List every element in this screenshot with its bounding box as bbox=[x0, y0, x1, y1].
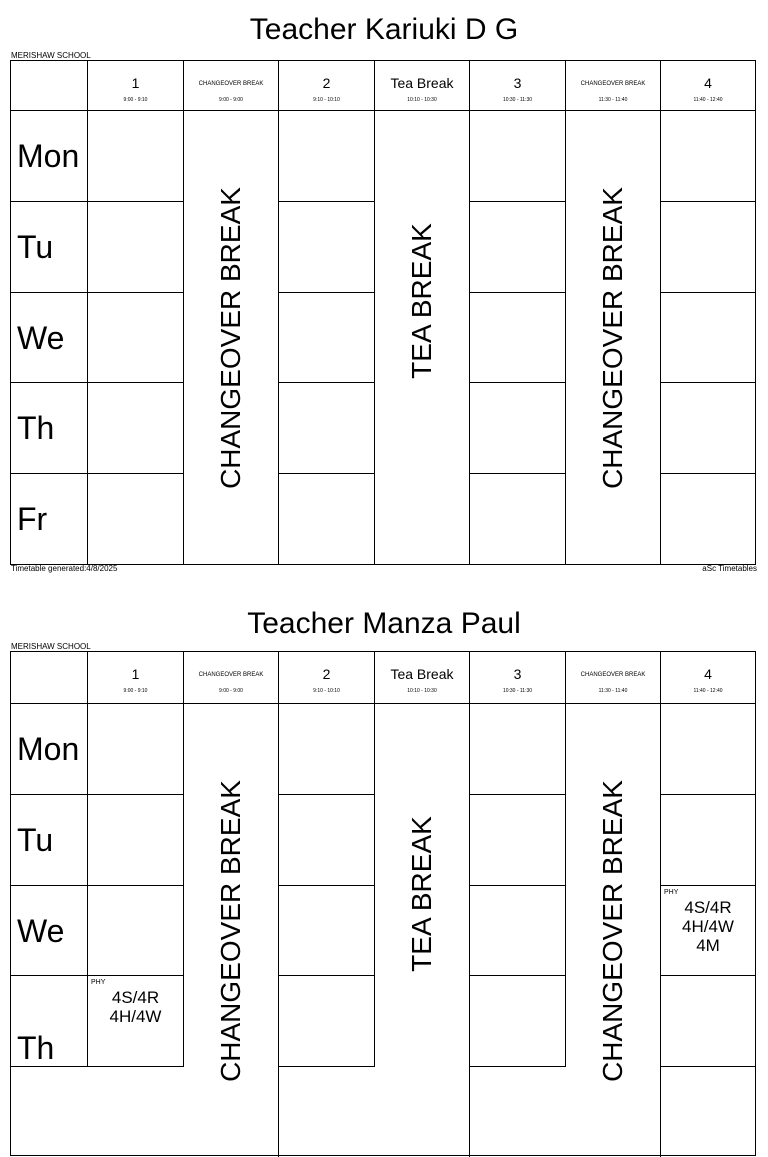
day-cell-fr bbox=[11, 474, 88, 564]
period-time: 11:30 - 11:40 bbox=[598, 97, 628, 103]
period-label: CHANGEOVER BREAK bbox=[580, 81, 646, 87]
period-time: 9:00 - 9:00 bbox=[219, 97, 243, 103]
day-label: Th bbox=[17, 1030, 55, 1066]
period-time: 11:30 - 11:40 bbox=[598, 688, 628, 694]
period-header-changeover-1 bbox=[184, 61, 279, 111]
period-header-1 bbox=[88, 652, 184, 704]
day-cell-tu bbox=[11, 795, 88, 886]
lesson-cell-th-1 bbox=[88, 976, 184, 1067]
lesson-cell bbox=[279, 383, 375, 474]
break-label: TEA BREAK bbox=[406, 223, 437, 380]
period-header-4 bbox=[661, 652, 755, 704]
day-label: We bbox=[17, 319, 65, 356]
period-number: 1 bbox=[131, 75, 140, 91]
break-label: CHANGEOVER BREAK bbox=[215, 186, 246, 489]
lesson-cell-we-4 bbox=[661, 886, 755, 976]
period-header-4 bbox=[661, 61, 755, 111]
period-header-tea-break bbox=[375, 652, 470, 704]
day-label: Mon bbox=[17, 731, 80, 767]
lesson-classes: 4S/4R 4H/4W 4M bbox=[682, 898, 734, 955]
lesson-cell bbox=[279, 202, 375, 293]
period-number: 3 bbox=[513, 666, 522, 682]
lesson-cell bbox=[661, 704, 755, 795]
lesson-cell bbox=[88, 293, 184, 383]
period-number: 4 bbox=[704, 666, 712, 682]
changeover-break-column bbox=[566, 111, 661, 564]
lesson-cell bbox=[88, 704, 184, 795]
lesson-subject: PHY bbox=[91, 979, 106, 986]
timetable-grid bbox=[10, 651, 756, 1156]
period-number: 2 bbox=[322, 75, 331, 91]
lesson-cell bbox=[88, 111, 184, 202]
day-label: We bbox=[17, 912, 65, 949]
period-header-tea-break bbox=[375, 61, 470, 111]
period-number: 3 bbox=[513, 75, 522, 91]
lesson-cell bbox=[88, 474, 184, 564]
period-time: 9:10 - 10:10 bbox=[313, 688, 340, 694]
day-cell-tu bbox=[11, 202, 88, 293]
timetable-title: Teacher Manza Paul bbox=[247, 607, 521, 640]
day-label: Tu bbox=[17, 822, 54, 858]
timetable-title: Teacher Kariuki D G bbox=[249, 13, 519, 46]
break-label: CHANGEOVER BREAK bbox=[597, 186, 628, 489]
tea-break-column bbox=[375, 704, 470, 1157]
day-cell-mon bbox=[11, 111, 88, 202]
lesson-cell bbox=[470, 704, 566, 795]
lesson-cell bbox=[661, 111, 755, 202]
lesson-cell bbox=[470, 202, 566, 293]
period-header-changeover-1 bbox=[184, 652, 279, 704]
period-time: 9:00 - 9:00 bbox=[219, 688, 243, 694]
lesson-cell bbox=[661, 976, 755, 1067]
period-time: 10:30 - 11:30 bbox=[502, 688, 533, 694]
period-time: 9:00 - 9:10 bbox=[123, 97, 148, 103]
period-header-changeover-2 bbox=[566, 61, 661, 111]
day-label: Th bbox=[17, 410, 55, 446]
period-header-changeover-2 bbox=[566, 652, 661, 704]
day-cell-we bbox=[11, 293, 88, 383]
period-time: 11:40 - 12:40 bbox=[693, 688, 723, 694]
period-time: 10:30 - 11:30 bbox=[502, 97, 533, 103]
lesson-cell bbox=[470, 474, 566, 564]
period-header-3 bbox=[470, 652, 566, 704]
lesson-cell bbox=[661, 474, 755, 564]
lesson-cell bbox=[661, 795, 755, 886]
break-label: CHANGEOVER BREAK bbox=[215, 779, 246, 1082]
period-time: 9:00 - 9:10 bbox=[123, 688, 148, 694]
period-time: 9:10 - 10:10 bbox=[313, 97, 340, 103]
period-label: Tea Break bbox=[390, 666, 454, 682]
break-label: TEA BREAK bbox=[406, 816, 437, 973]
corner-cell bbox=[11, 61, 88, 111]
lesson-cell bbox=[470, 111, 566, 202]
period-time: 10:10 - 10:30 bbox=[407, 688, 437, 694]
period-header-3 bbox=[470, 61, 566, 111]
period-time: 10:10 - 10:30 bbox=[407, 97, 437, 103]
lesson-cell bbox=[279, 474, 375, 564]
lesson-cell bbox=[88, 886, 184, 976]
changeover-break-column bbox=[184, 704, 279, 1157]
day-cell-we bbox=[11, 886, 88, 976]
lesson-cell bbox=[279, 293, 375, 383]
day-label: Fr bbox=[17, 501, 48, 537]
lesson-classes: 4S/4R 4H/4W bbox=[109, 988, 162, 1026]
lesson-cell bbox=[279, 886, 375, 976]
lesson-cell bbox=[470, 886, 566, 976]
lesson-subject: PHY bbox=[664, 889, 679, 896]
period-number: 1 bbox=[131, 666, 140, 682]
timetable-grid bbox=[10, 60, 756, 565]
period-header-2 bbox=[279, 61, 375, 111]
tea-break-column bbox=[375, 111, 470, 564]
day-cell-th bbox=[11, 976, 88, 1067]
lesson-cell bbox=[470, 976, 566, 1067]
lesson-cell bbox=[470, 293, 566, 383]
lesson-cell bbox=[279, 976, 375, 1067]
period-label: CHANGEOVER BREAK bbox=[580, 672, 646, 678]
period-number: 4 bbox=[704, 75, 712, 91]
lesson-cell bbox=[88, 202, 184, 293]
lesson-cell bbox=[470, 795, 566, 886]
lesson-cell bbox=[279, 111, 375, 202]
changeover-break-column bbox=[184, 111, 279, 564]
lesson-cell bbox=[661, 383, 755, 474]
generated-date: Timetable generated:4/8/2025 bbox=[11, 564, 118, 573]
period-label: CHANGEOVER BREAK bbox=[198, 672, 264, 678]
lesson-cell bbox=[279, 795, 375, 886]
break-label: CHANGEOVER BREAK bbox=[597, 779, 628, 1082]
timetable-manza bbox=[0, 594, 768, 1082]
period-label: Tea Break bbox=[390, 75, 454, 91]
period-time: 11:40 - 12:40 bbox=[693, 97, 723, 103]
period-number: 2 bbox=[322, 666, 331, 682]
school-name: MERISHAW SCHOOL bbox=[11, 642, 91, 651]
school-name: MERISHAW SCHOOL bbox=[11, 51, 91, 60]
brand-label: aSc Timetables bbox=[702, 564, 757, 573]
lesson-cell bbox=[470, 383, 566, 474]
corner-cell bbox=[11, 652, 88, 704]
period-header-2 bbox=[279, 652, 375, 704]
day-label: Mon bbox=[17, 138, 80, 174]
changeover-break-column bbox=[566, 704, 661, 1157]
lesson-cell bbox=[88, 795, 184, 886]
lesson-cell bbox=[279, 704, 375, 795]
day-label: Tu bbox=[17, 229, 54, 265]
lesson-cell bbox=[661, 293, 755, 383]
day-cell-mon bbox=[11, 704, 88, 795]
period-header-1 bbox=[88, 61, 184, 111]
period-label: CHANGEOVER BREAK bbox=[198, 81, 264, 87]
day-cell-th bbox=[11, 383, 88, 474]
lesson-cell bbox=[661, 202, 755, 293]
lesson-cell bbox=[88, 383, 184, 474]
